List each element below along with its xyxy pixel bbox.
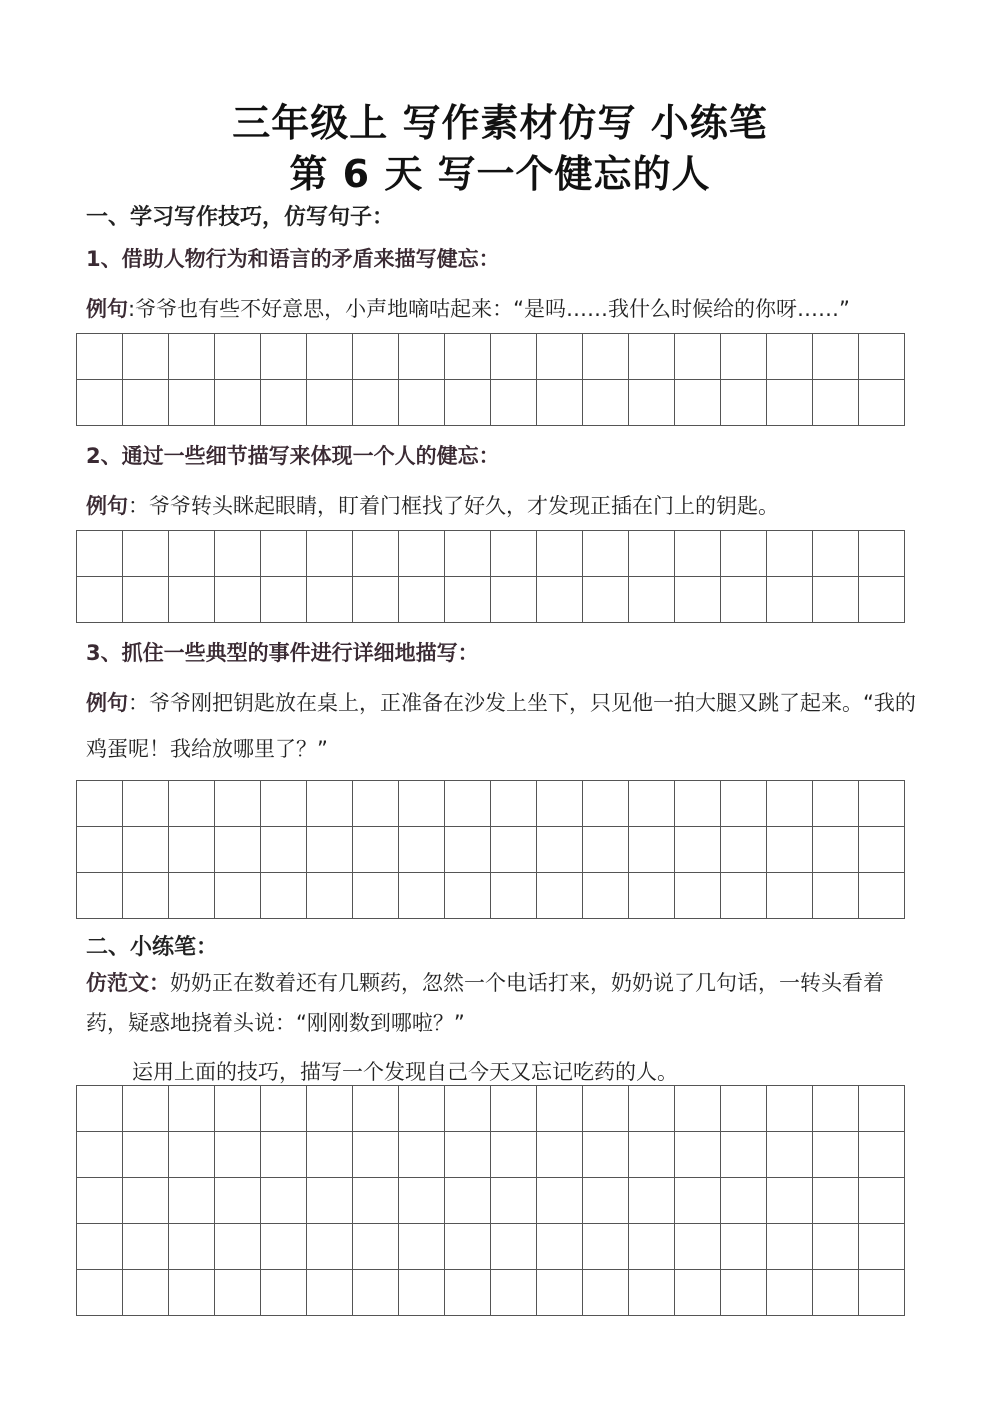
item2-heading: 2、通过一些细节描写来体现一个人的健忘： [86, 444, 500, 468]
grid-cell[interactable] [307, 334, 353, 380]
grid-cell[interactable] [767, 577, 813, 623]
grid-cell[interactable] [537, 577, 583, 623]
grid-cell[interactable] [675, 1224, 721, 1270]
grid-cell[interactable] [169, 1224, 215, 1270]
grid-cell[interactable] [445, 334, 491, 380]
grid-cell[interactable] [77, 1224, 123, 1270]
grid-cell[interactable] [583, 577, 629, 623]
item3-heading: 3、抓住一些典型的事件进行详细地描写： [86, 641, 479, 665]
grid-cell[interactable] [353, 873, 399, 919]
grid-cell[interactable] [813, 334, 859, 380]
grid-cell[interactable] [353, 1224, 399, 1270]
grid-cell[interactable] [629, 531, 675, 577]
grid-cell[interactable] [215, 1224, 261, 1270]
grid-cell[interactable] [629, 873, 675, 919]
grid-cell[interactable] [859, 334, 905, 380]
grid-cell[interactable] [77, 380, 123, 426]
grid-cell[interactable] [353, 577, 399, 623]
grid-cell[interactable] [307, 531, 353, 577]
grid-cell[interactable] [445, 531, 491, 577]
grid-cell[interactable] [491, 1086, 537, 1132]
writing-grid-3[interactable] [76, 780, 905, 919]
item1-example [86, 286, 921, 332]
grid-cell[interactable] [721, 1224, 767, 1270]
grid-cell[interactable] [675, 531, 721, 577]
grid-cell[interactable] [859, 873, 905, 919]
grid-cell[interactable] [77, 577, 123, 623]
grid-cell[interactable] [261, 334, 307, 380]
grid-cell[interactable] [813, 380, 859, 426]
grid-cell[interactable] [537, 1178, 583, 1224]
part2-heading: 二、小练笔： [86, 935, 219, 960]
grid-cell[interactable] [767, 827, 813, 873]
grid-cell[interactable] [491, 1224, 537, 1270]
grid-cell[interactable] [445, 827, 491, 873]
grid-cell[interactable] [675, 1086, 721, 1132]
grid-cell[interactable] [721, 781, 767, 827]
grid-cell[interactable] [123, 1224, 169, 1270]
grid-cell[interactable] [583, 1270, 629, 1316]
item2-example-text: ：爷爷转头眯起眼睛，盯着门框找了好久，才发现正插在门上的钥匙。 [128, 494, 779, 518]
grid-cell[interactable] [675, 1270, 721, 1316]
grid-cell[interactable] [215, 380, 261, 426]
grid-cell[interactable] [353, 1178, 399, 1224]
grid-cell[interactable] [445, 1224, 491, 1270]
grid-cell[interactable] [859, 827, 905, 873]
grid-cell[interactable] [399, 334, 445, 380]
part1-heading: 一、学习写作技巧，仿写句子： [86, 205, 395, 230]
grid-cell[interactable] [583, 1086, 629, 1132]
grid-cell[interactable] [537, 1132, 583, 1178]
grid-cell[interactable] [261, 531, 307, 577]
worksheet-title: 三年级上 写作素材仿写 小练笔 [232, 101, 768, 145]
grid-cell[interactable] [629, 1086, 675, 1132]
grid-cell[interactable] [261, 873, 307, 919]
grid-cell[interactable] [169, 1132, 215, 1178]
grid-cell[interactable] [537, 1224, 583, 1270]
grid-cell[interactable] [307, 1270, 353, 1316]
grid-cell[interactable] [399, 577, 445, 623]
grid-cell[interactable] [261, 1178, 307, 1224]
grid-cell[interactable] [721, 1178, 767, 1224]
grid-cell[interactable] [215, 1178, 261, 1224]
grid-cell[interactable] [583, 781, 629, 827]
grid-cell[interactable] [629, 1132, 675, 1178]
grid-cell[interactable] [583, 531, 629, 577]
grid-cell[interactable] [215, 781, 261, 827]
grid-cell[interactable] [399, 1270, 445, 1316]
model-paragraph [86, 963, 921, 1043]
grid-cell[interactable] [675, 781, 721, 827]
grid-cell[interactable] [215, 1270, 261, 1316]
grid-cell[interactable] [123, 1178, 169, 1224]
grid-cell[interactable] [491, 380, 537, 426]
grid-cell[interactable] [353, 781, 399, 827]
grid-cell[interactable] [353, 531, 399, 577]
grid-cell[interactable] [215, 1132, 261, 1178]
instruction-text: 运用上面的技巧，描写一个发现自己今天又忘记吃药的人。 [132, 1060, 678, 1084]
item2-example-label: 例句 [86, 494, 128, 518]
grid-cell[interactable] [445, 1132, 491, 1178]
grid-cell[interactable] [77, 1178, 123, 1224]
grid-cell[interactable] [307, 1086, 353, 1132]
grid-cell[interactable] [629, 1270, 675, 1316]
grid-cell[interactable] [123, 873, 169, 919]
grid-cell[interactable] [721, 1132, 767, 1178]
grid-cell[interactable] [813, 1270, 859, 1316]
grid-cell[interactable] [399, 827, 445, 873]
grid-cell[interactable] [629, 380, 675, 426]
grid-cell[interactable] [445, 1270, 491, 1316]
grid-cell[interactable] [399, 1224, 445, 1270]
grid-cell[interactable] [353, 334, 399, 380]
grid-cell[interactable] [353, 827, 399, 873]
grid-cell[interactable] [445, 873, 491, 919]
grid-cell[interactable] [537, 873, 583, 919]
grid-cell[interactable] [537, 334, 583, 380]
grid-cell[interactable] [491, 781, 537, 827]
grid-cell[interactable] [261, 577, 307, 623]
grid-cell[interactable] [813, 827, 859, 873]
grid-cell[interactable] [675, 1178, 721, 1224]
grid-cell[interactable] [77, 1270, 123, 1316]
grid-cell[interactable] [813, 1086, 859, 1132]
grid-cell[interactable] [767, 531, 813, 577]
grid-cell[interactable] [215, 1086, 261, 1132]
writing-grid-1[interactable] [76, 333, 905, 426]
item1-example-text: :爷爷也有些不好意思，小声地嘀咕起来：“是吗……我什么时候给的你呀……” [128, 297, 850, 321]
grid-cell[interactable] [445, 577, 491, 623]
grid-cell[interactable] [491, 334, 537, 380]
grid-cell[interactable] [123, 1132, 169, 1178]
grid-cell[interactable] [307, 1132, 353, 1178]
grid-cell[interactable] [445, 380, 491, 426]
grid-cell[interactable] [767, 334, 813, 380]
grid-cell[interactable] [77, 531, 123, 577]
item2-example [86, 483, 921, 529]
grid-cell[interactable] [767, 1270, 813, 1316]
grid-cell[interactable] [721, 380, 767, 426]
grid-cell[interactable] [859, 1132, 905, 1178]
grid-cell[interactable] [169, 531, 215, 577]
grid-cell[interactable] [123, 531, 169, 577]
item1-heading: 1、借助人物行为和语言的矛盾来描写健忘： [86, 247, 500, 271]
model-text: 奶奶正在数着还有几颗药，忽然一个电话打来，奶奶说了几句话，一转头看着药，疑惑地挠着头说：“刚刚数到哪啦？” [86, 971, 884, 1035]
grid-cell[interactable] [767, 873, 813, 919]
grid-cell[interactable] [583, 1224, 629, 1270]
grid-cell[interactable] [307, 577, 353, 623]
grid-cell[interactable] [491, 873, 537, 919]
grid-cell[interactable] [123, 1086, 169, 1132]
model-label: 仿范文： [86, 971, 170, 995]
grid-cell[interactable] [537, 380, 583, 426]
grid-cell[interactable] [123, 380, 169, 426]
grid-cell[interactable] [767, 1132, 813, 1178]
grid-cell[interactable] [813, 1132, 859, 1178]
grid-cell[interactable] [491, 1178, 537, 1224]
grid-cell[interactable] [583, 380, 629, 426]
grid-cell[interactable] [721, 577, 767, 623]
grid-cell[interactable] [767, 781, 813, 827]
grid-cell[interactable] [813, 1224, 859, 1270]
grid-cell[interactable] [491, 1132, 537, 1178]
grid-cell[interactable] [307, 827, 353, 873]
grid-cell[interactable] [399, 1178, 445, 1224]
grid-cell[interactable] [721, 334, 767, 380]
grid-cell[interactable] [629, 334, 675, 380]
grid-cell[interactable] [169, 1178, 215, 1224]
grid-cell[interactable] [537, 1270, 583, 1316]
grid-cell[interactable] [583, 827, 629, 873]
grid-cell[interactable] [721, 531, 767, 577]
grid-cell[interactable] [491, 1270, 537, 1316]
item3-example [86, 680, 921, 772]
grid-cell[interactable] [859, 531, 905, 577]
grid-cell[interactable] [813, 781, 859, 827]
grid-cell[interactable] [169, 1086, 215, 1132]
grid-cell[interactable] [491, 827, 537, 873]
grid-cell[interactable] [859, 1224, 905, 1270]
grid-cell[interactable] [215, 334, 261, 380]
grid-cell[interactable] [675, 873, 721, 919]
grid-cell[interactable] [859, 1270, 905, 1316]
grid-cell[interactable] [399, 531, 445, 577]
grid-cell[interactable] [123, 334, 169, 380]
grid-cell[interactable] [261, 1086, 307, 1132]
grid-cell[interactable] [813, 873, 859, 919]
grid-cell[interactable] [169, 1270, 215, 1316]
grid-cell[interactable] [813, 1178, 859, 1224]
grid-cell[interactable] [169, 873, 215, 919]
grid-cell[interactable] [859, 380, 905, 426]
grid-cell[interactable] [675, 1132, 721, 1178]
grid-cell[interactable] [77, 334, 123, 380]
grid-cell[interactable] [169, 827, 215, 873]
grid-cell[interactable] [307, 1178, 353, 1224]
grid-cell[interactable] [307, 781, 353, 827]
grid-cell[interactable] [215, 873, 261, 919]
item1-example-label: 例句 [86, 297, 128, 321]
grid-cell[interactable] [721, 873, 767, 919]
grid-cell[interactable] [215, 531, 261, 577]
grid-cell[interactable] [629, 827, 675, 873]
grid-cell[interactable] [721, 1086, 767, 1132]
item3-example-label: 例句 [86, 691, 128, 715]
grid-cell[interactable] [583, 1132, 629, 1178]
grid-cell[interactable] [583, 1178, 629, 1224]
grid-cell[interactable] [215, 577, 261, 623]
grid-cell[interactable] [77, 873, 123, 919]
grid-cell[interactable] [353, 1086, 399, 1132]
grid-cell[interactable] [307, 873, 353, 919]
grid-cell[interactable] [169, 577, 215, 623]
grid-cell[interactable] [215, 827, 261, 873]
grid-cell[interactable] [445, 781, 491, 827]
grid-cell[interactable] [629, 781, 675, 827]
grid-cell[interactable] [261, 380, 307, 426]
grid-cell[interactable] [261, 1132, 307, 1178]
grid-cell[interactable] [123, 781, 169, 827]
writing-grid-2[interactable] [76, 530, 905, 623]
grid-cell[interactable] [77, 827, 123, 873]
grid-cell[interactable] [77, 781, 123, 827]
grid-cell[interactable] [629, 577, 675, 623]
grid-cell[interactable] [537, 827, 583, 873]
grid-cell[interactable] [583, 873, 629, 919]
grid-cell[interactable] [353, 380, 399, 426]
grid-cell[interactable] [859, 781, 905, 827]
grid-cell[interactable] [123, 827, 169, 873]
grid-cell[interactable] [491, 577, 537, 623]
grid-cell[interactable] [721, 1270, 767, 1316]
grid-cell[interactable] [261, 827, 307, 873]
grid-cell[interactable] [123, 1270, 169, 1316]
grid-cell[interactable] [767, 380, 813, 426]
grid-cell[interactable] [445, 1178, 491, 1224]
grid-cell[interactable] [859, 1178, 905, 1224]
grid-cell[interactable] [77, 1086, 123, 1132]
writing-grid-4[interactable] [76, 1085, 905, 1316]
grid-cell[interactable] [537, 1086, 583, 1132]
grid-cell[interactable] [77, 1132, 123, 1178]
grid-cell[interactable] [675, 827, 721, 873]
grid-cell[interactable] [169, 380, 215, 426]
grid-cell[interactable] [859, 1086, 905, 1132]
grid-cell[interactable] [675, 577, 721, 623]
item3-example-text: ：爷爷刚把钥匙放在桌上，正准备在沙发上坐下，只见他一拍大腿又跳了起来。“我的鸡蛋呢！我给放哪里了？” [86, 691, 916, 761]
grid-cell[interactable] [261, 1224, 307, 1270]
grid-cell[interactable] [675, 334, 721, 380]
grid-cell[interactable] [813, 531, 859, 577]
grid-cell[interactable] [307, 1224, 353, 1270]
grid-cell[interactable] [399, 1132, 445, 1178]
grid-cell[interactable] [583, 334, 629, 380]
grid-cell[interactable] [399, 1086, 445, 1132]
grid-cell[interactable] [629, 1224, 675, 1270]
grid-cell[interactable] [169, 781, 215, 827]
grid-cell[interactable] [629, 1178, 675, 1224]
grid-cell[interactable] [813, 577, 859, 623]
grid-cell[interactable] [767, 1086, 813, 1132]
grid-cell[interactable] [353, 1132, 399, 1178]
grid-cell[interactable] [169, 334, 215, 380]
grid-cell[interactable] [767, 1224, 813, 1270]
grid-cell[interactable] [261, 781, 307, 827]
grid-cell[interactable] [491, 531, 537, 577]
grid-cell[interactable] [353, 1270, 399, 1316]
grid-cell[interactable] [767, 1178, 813, 1224]
grid-cell[interactable] [123, 577, 169, 623]
grid-cell[interactable] [537, 781, 583, 827]
grid-cell[interactable] [675, 380, 721, 426]
grid-cell[interactable] [399, 873, 445, 919]
grid-cell[interactable] [399, 380, 445, 426]
worksheet-subtitle: 第 6 天 写一个健忘的人 [289, 152, 711, 196]
grid-cell[interactable] [445, 1086, 491, 1132]
grid-cell[interactable] [537, 531, 583, 577]
grid-cell[interactable] [307, 380, 353, 426]
grid-cell[interactable] [399, 781, 445, 827]
grid-cell[interactable] [859, 577, 905, 623]
grid-cell[interactable] [721, 827, 767, 873]
grid-cell[interactable] [261, 1270, 307, 1316]
